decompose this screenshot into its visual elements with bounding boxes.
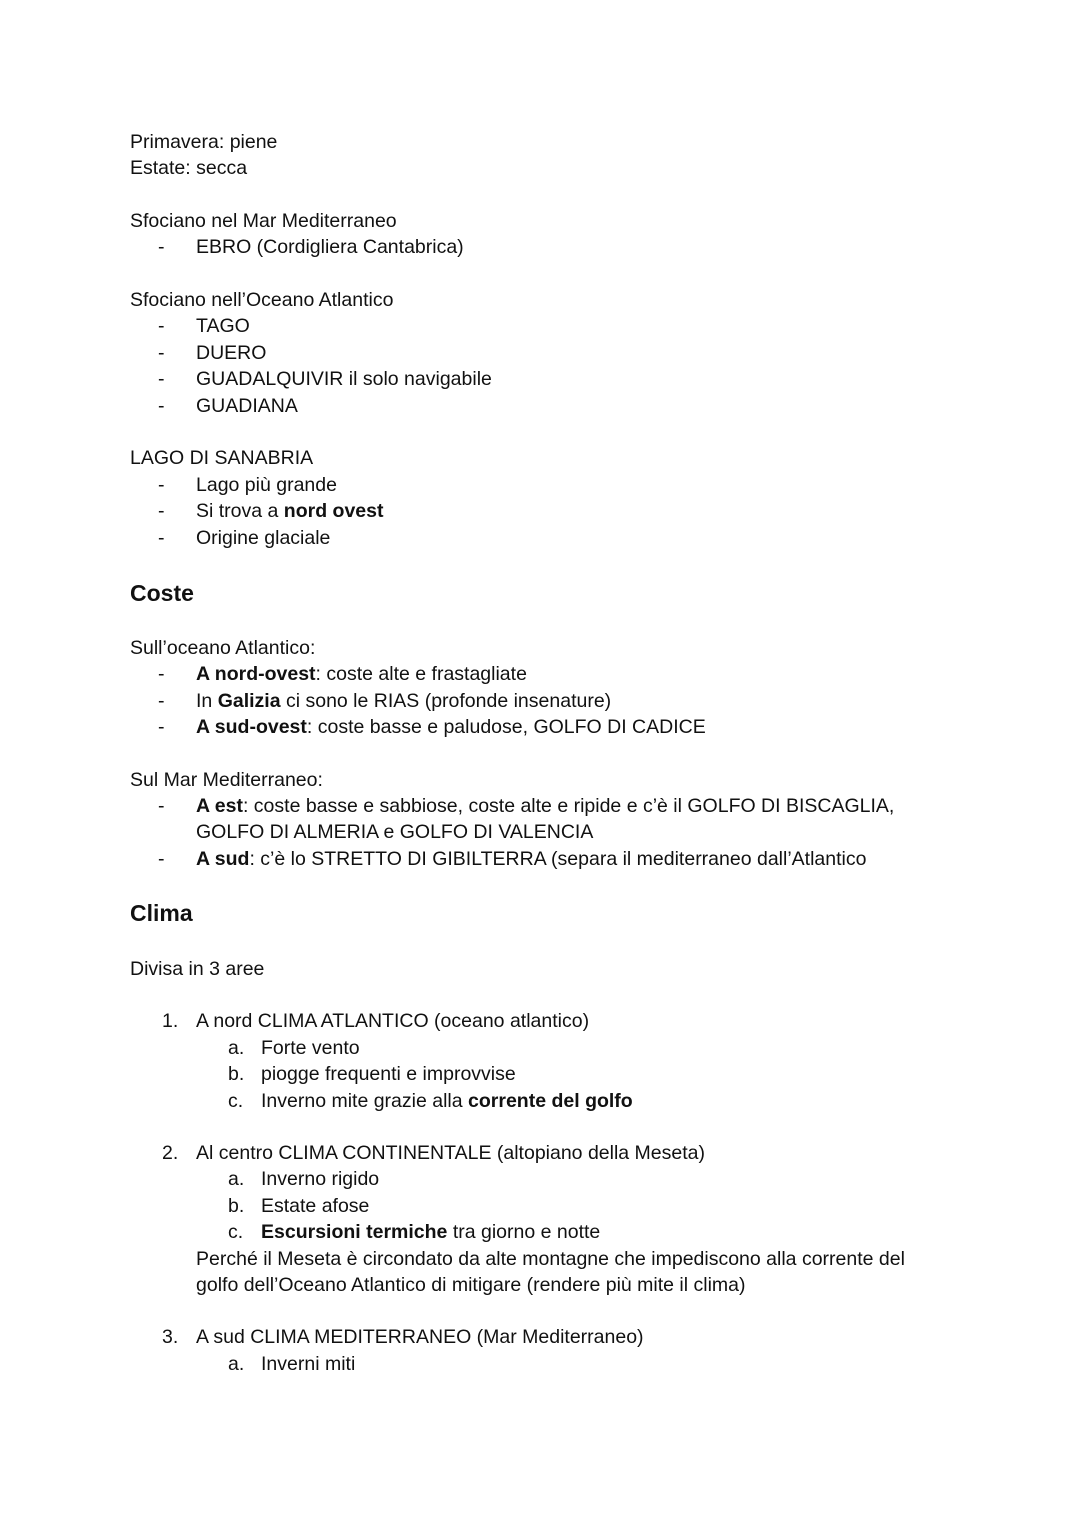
river-guadiana: GUADIANA xyxy=(196,395,298,417)
bullet-dash: - xyxy=(158,500,165,522)
coste-med-east-cont: GOLFO DI ALMERIA e GOLFO DI VALENCIA xyxy=(196,821,594,843)
clima-continental-winter: Inverno rigido xyxy=(261,1168,380,1190)
bullet-dash: - xyxy=(158,342,165,364)
atlantic-rivers-title: Sfociano nell’Oceano Atlantico xyxy=(130,289,394,311)
sub-label: c. xyxy=(228,1221,244,1243)
coste-atlantic-galizia: In Galizia ci sono le RIAS (profonde insenature) xyxy=(196,690,612,712)
sub-label: a. xyxy=(228,1168,245,1190)
bullet-dash: - xyxy=(158,690,165,712)
list-number: 2. xyxy=(162,1142,179,1164)
sub-label: c. xyxy=(228,1090,244,1112)
river-guadalquivir: GUADALQUIVIR il solo navigabile xyxy=(196,368,492,390)
lake-title: LAGO DI SANABRIA xyxy=(130,447,314,469)
clima-heading: Clima xyxy=(130,900,193,926)
bullet-dash: - xyxy=(158,368,165,390)
bullet-dash: - xyxy=(158,395,165,417)
clima-area-atlantic-title: A nord CLIMA ATLANTICO (oceano atlantico) xyxy=(196,1010,590,1032)
coste-atlantic-northwest: A nord-ovest: coste alte e frastagliate xyxy=(196,663,527,685)
clima-atlantic-wind: Forte vento xyxy=(261,1037,360,1059)
clima-mediterranean-winter: Inverni miti xyxy=(261,1353,356,1375)
bullet-dash: - xyxy=(158,716,165,738)
list-number: 1. xyxy=(162,1010,179,1032)
bullet-dash: - xyxy=(158,474,165,496)
clima-continental-summer: Estate afose xyxy=(261,1195,370,1217)
river-tago: TAGO xyxy=(196,315,250,337)
clima-continental-note-2: golfo dell’Oceano Atlantico di mitigare (rendere più mite il clima) xyxy=(196,1274,746,1296)
sub-label: b. xyxy=(228,1195,245,1217)
bullet-dash: - xyxy=(158,795,165,817)
clima-intro: Divisa in 3 aree xyxy=(130,958,265,980)
clima-atlantic-rain: piogge frequenti e improvvise xyxy=(261,1063,516,1085)
spring-line: Primavera: piene xyxy=(130,131,278,153)
bullet-dash: - xyxy=(158,236,165,258)
lake-item-origin: Origine glaciale xyxy=(196,527,331,549)
sub-label: b. xyxy=(228,1063,245,1085)
bullet-dash: - xyxy=(158,663,165,685)
lake-item-location: Si trova a nord ovest xyxy=(196,500,384,522)
clima-continental-note-1: Perché il Meseta è circondato da alte montagne che impediscono alla corrente del xyxy=(196,1248,905,1270)
coste-heading: Coste xyxy=(130,580,194,606)
clima-atlantic-winter: Inverno mite grazie alla corrente del golfo xyxy=(261,1090,633,1112)
coste-med-intro: Sul Mar Mediterraneo: xyxy=(130,769,323,791)
list-number: 3. xyxy=(162,1326,179,1348)
sub-label: a. xyxy=(228,1037,245,1059)
coste-med-east: A est: coste basse e sabbiose, coste alte e ripide e c’è il GOLFO DI BISCAGLIA, xyxy=(196,795,895,817)
river-duero: DUERO xyxy=(196,342,267,364)
clima-area-continental-title: Al centro CLIMA CONTINENTALE (altopiano della Meseta) xyxy=(196,1142,705,1164)
coste-med-south: A sud: c’è lo STRETTO DI GIBILTERRA (separa il mediterraneo dall’Atlantico xyxy=(196,848,867,870)
bullet-dash: - xyxy=(158,315,165,337)
clima-continental-excursions: Escursioni termiche tra giorno e notte xyxy=(261,1221,601,1243)
coste-atlantic-intro: Sull’oceano Atlantico: xyxy=(130,637,316,659)
coste-atlantic-southwest: A sud-ovest: coste basse e paludose, GOLFO DI CADICE xyxy=(196,716,706,738)
sub-label: a. xyxy=(228,1353,245,1375)
lake-item-size: Lago più grande xyxy=(196,474,337,496)
mediterranean-rivers-title: Sfociano nel Mar Mediterraneo xyxy=(130,210,397,232)
river-ebro: EBRO (Cordigliera Cantabrica) xyxy=(196,236,464,258)
summer-line: Estate: secca xyxy=(130,157,248,179)
bullet-dash: - xyxy=(158,527,165,549)
bullet-dash: - xyxy=(158,848,165,870)
clima-area-mediterranean-title: A sud CLIMA MEDITERRANEO (Mar Mediterraneo) xyxy=(196,1326,644,1348)
